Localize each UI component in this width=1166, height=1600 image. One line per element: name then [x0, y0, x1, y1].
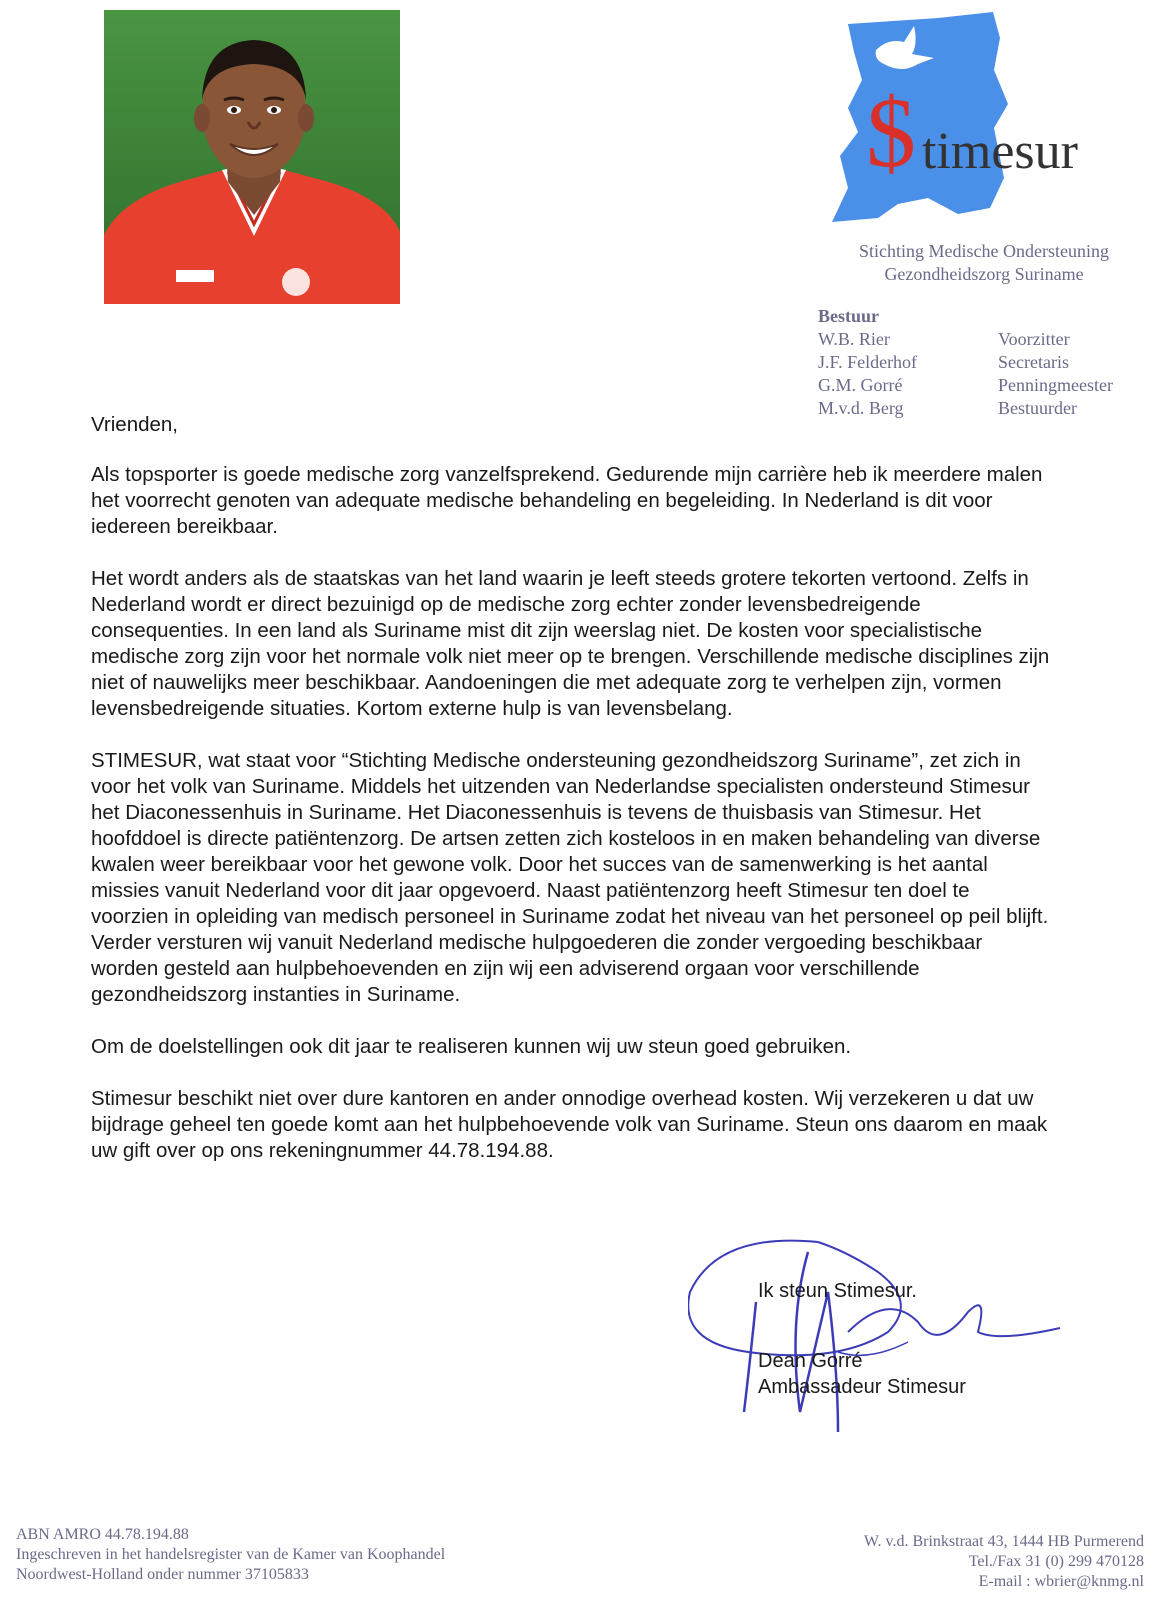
footer-bank: ABN AMRO 44.78.194.88: [16, 1526, 189, 1543]
signoff-title: Ambassadeur Stimesur: [758, 1376, 966, 1398]
letter-paragraph: Als topsporter is goede medische zorg vanzelfsprekend. Gedurende mijn carrière heb ik meerdere malen het voorrecht genoten van adequate medische behandeling en begeleiding. In Nederland is dit voor iedereen bereikbaar.: [91, 463, 1043, 538]
signoff-name: Dean Gorré: [758, 1350, 863, 1372]
board-row: [818, 351, 1113, 374]
board-member-role: Secretaris: [998, 352, 1069, 372]
footer-registration: [16, 1525, 445, 1585]
letter-paragraph: STIMESUR, wat staat voor “Stichting Medische ondersteuning gezondheidszorg Suriname”, zet zich in voor het volk van Suriname. Middels het uitzenden van Nederlandse specialisten ondersteund Stimesur het Diaconessenhuis in Suriname. Het Diaconessenhuis is tevens de thuisbasis van Stimesur. Het hoofddoel is directe patiëntenzorg. De artsen zetten zich kosteloos in en maken behandeling van diverse kwalen weer bereikbaar voor het gewone volk. Door het succes van de samenwerking is het aantal missies vanuit Nederland voor dit jaar opgevoerd. Naast patiëntenzorg heeft Stimesur ten doel te voorzien in opleiding van medisch personeel in Suriname zodat het niveau van het personeel op peil blijft. Verder versturen wij vanuit Nederland medische hulpgoederen die zonder vergoeding beschikbaar worden gesteld aan hulpbehoevenden en zijn wij een adviserend orgaan voor verschillende gezondheidszorg instanties in Suriname.: [91, 749, 1049, 1006]
suriname-map-icon: [818, 8, 1158, 238]
footer-email: E-mail : wbrier@knmg.nl: [978, 1573, 1144, 1590]
letter-paragraph: Stimesur beschikt niet over dure kantoren en ander onnodige overhead kosten. Wij verzekeren u dat uw bijdrage geheel ten goede komt aan het hulpbehoevende volk van Suriname. Steun ons daarom en maak uw gift over op ons rekeningnummer 44.78.194.88.: [91, 1087, 1048, 1162]
organization-line-1: Stichting Medische Ondersteuning: [859, 241, 1109, 261]
ambassador-photo: [104, 10, 400, 304]
board-member-name: M.v.d. Berg: [818, 398, 904, 418]
stimesur-logo: [818, 8, 1158, 238]
board-list: [818, 306, 1113, 420]
letter-paragraph: Om de doelstellingen ook dit jaar te realiseren kunnen wij uw steun goed gebruiken.: [91, 1035, 852, 1058]
board-member-name: J.F. Felderhof: [818, 352, 918, 372]
logo-dollar-sign: $: [866, 77, 916, 188]
board-heading: Bestuur: [818, 306, 880, 326]
organization-line-2: Gezondheidszorg Suriname: [884, 264, 1084, 284]
signoff: [758, 1278, 966, 1400]
board-member-role: Bestuurder: [998, 398, 1077, 418]
letter-body: [91, 412, 1051, 1190]
letter-paragraph: Het wordt anders als de staatskas van het land waarin je leeft steeds grotere tekorten vertoond. Zelfs in Nederland wordt er direct bezuinigd op de medische zorg echter zonder levensbedreigende consequenties. In een land als Suriname mist dit zijn weerslag niet. De kosten voor specialistische medische zorg zijn voor het normale volk niet meer op te brengen. Verschillende medische disciplines zijn niet of nauwelijks meer beschikbaar. Aandoeningen die met adequate zorg te verhelpen zijn, vormen levensbedreigende situaties. Kortom externe hulp is van levensbelang.: [91, 567, 1050, 720]
board-member-role: Penningmeester: [998, 375, 1113, 395]
footer-phone: Tel./Fax 31 (0) 299 470128: [968, 1553, 1144, 1570]
ambassador-portrait-illustration: [104, 10, 400, 304]
organization-name: [804, 240, 1164, 286]
signoff-statement: Ik steun Stimesur.: [758, 1280, 917, 1302]
board-member-name: W.B. Rier: [818, 329, 890, 349]
board-row: [818, 328, 1113, 351]
footer-address: W. v.d. Brinkstraat 43, 1444 HB Purmerend: [863, 1533, 1144, 1550]
logo-wordmark: timesur: [922, 123, 1078, 180]
footer-register-number: Noordwest-Holland onder nummer 37105833: [16, 1566, 309, 1583]
board-member-role: Voorzitter: [998, 329, 1070, 349]
footer-contact: [864, 1532, 1144, 1592]
footer-register: Ingeschreven in het handelsregister van de Kamer van Koophandel: [16, 1546, 446, 1563]
board-member-name: G.M. Gorré: [818, 375, 903, 395]
board-row: [818, 374, 1113, 397]
board-table: [818, 328, 1113, 420]
letter-greeting: Vrienden,: [91, 413, 178, 436]
